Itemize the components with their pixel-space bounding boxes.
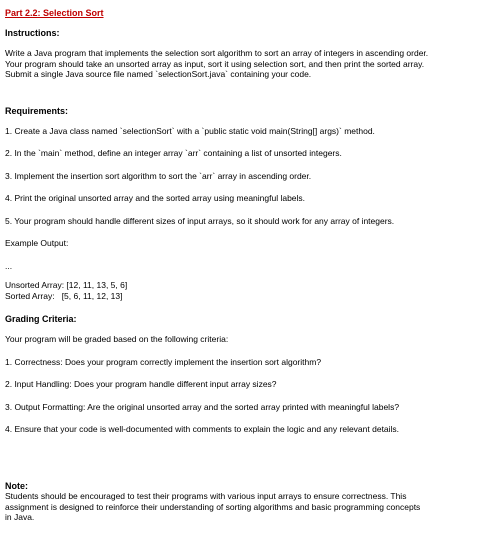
instructions-heading: Instructions: — [5, 28, 60, 38]
grading-intro: Your program will be graded based on the following criteria: — [5, 334, 229, 344]
grading-item: 4. Ensure that your code is well-documented with comments to explain the logic and any relevant details. — [5, 424, 400, 434]
grading-item: 1. Correctness: Does your program correctly implement the insertion sort algorithm? — [5, 356, 322, 367]
example-output-label: Example Output: — [5, 238, 69, 248]
requirement-item: 3. Implement the insertion sort algorithm to sort the `arr` array in ascending order. — [5, 170, 312, 181]
instructions-line: Submit a single Java source file named `selectionSort.java` containing your code. — [5, 69, 312, 79]
note-line: assignment is designed to reinforce their understanding of sorting algorithms and basic programming concepts — [5, 501, 421, 512]
instructions-line: Write a Java program that implements the selection sort algorithm to sort an array of integers in ascending order. — [5, 48, 429, 58]
note-heading: Note: — [5, 480, 28, 491]
example-output-line: Unsorted Array: [12, 11, 13, 5, 6] — [5, 280, 128, 290]
grading-list — [5, 334, 484, 435]
note-line: Students should be encouraged to test their programs with various input arrays to ensure correctness. This — [5, 491, 407, 501]
instructions-paragraph — [5, 48, 484, 80]
grading-heading: Grading Criteria: — [5, 314, 77, 324]
requirement-item: 5. Your program should handle different sizes of input arrays, so it should work for any array of integers. — [5, 215, 395, 226]
example-code-fence: ... — [5, 260, 13, 271]
grading-item: 2. Input Handling: Does your program handle different input array sizes? — [5, 379, 277, 389]
part-title: Part 2.2: Selection Sort — [5, 8, 104, 18]
requirement-item: 1. Create a Java class named `selectionSort` with a `public static void main(String[] args)` method. — [5, 125, 375, 136]
note-line: in Java. — [5, 512, 35, 522]
requirement-item: 2. In the `main` method, define an integer array `arr` containing a list of unsorted integers. — [5, 148, 342, 158]
instructions-line: Your program should take an unsorted array as input, sort it using selection sort, and then print the sorted array. — [5, 58, 425, 69]
example-output-line: Sorted Array: [5, 6, 11, 12, 13] — [5, 290, 123, 301]
note-paragraph — [5, 491, 484, 523]
grading-item: 3. Output Formatting: Are the original unsorted array and the sorted array printed with meaningful labels? — [5, 401, 400, 412]
requirement-item: 4. Print the original unsorted array and the sorted array using meaningful labels. — [5, 193, 306, 203]
requirements-heading: Requirements: — [5, 105, 69, 116]
